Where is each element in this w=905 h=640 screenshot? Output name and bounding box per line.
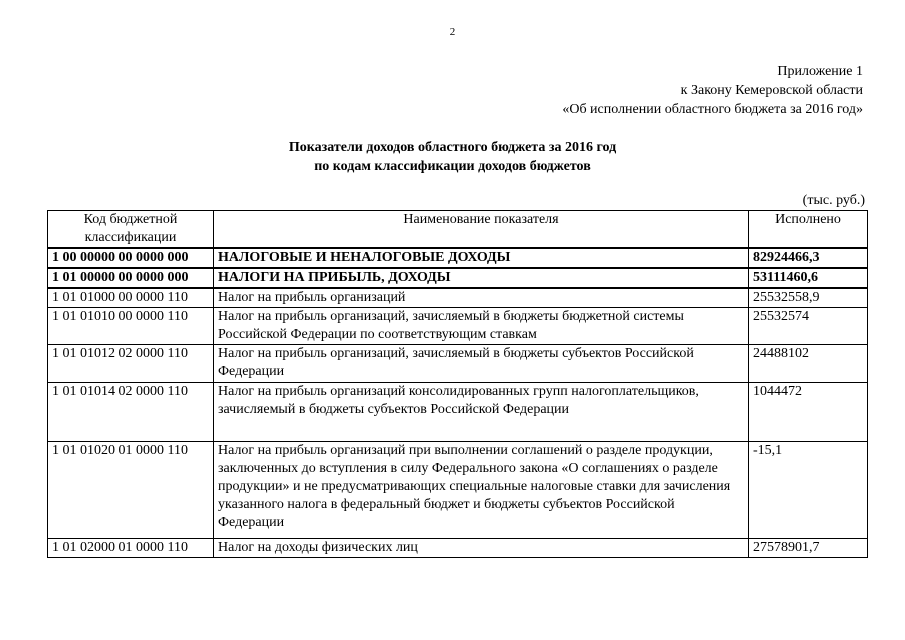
table-row xyxy=(48,539,868,558)
table-row xyxy=(48,383,868,442)
row-code: 1 01 01012 02 0000 110 xyxy=(48,345,214,383)
row-code: 1 01 01010 00 0000 110 xyxy=(48,308,214,345)
title-line-1: Показатели доходов областного бюджета за 2016 год xyxy=(288,140,617,155)
header-code: Код бюджетной классификации xyxy=(48,211,214,249)
page-number: 2 xyxy=(449,26,456,38)
appendix-line-3: «Об исполнении областного бюджета за 2016 год» xyxy=(562,102,863,117)
row-name: Налог на прибыль организаций при выполнении соглашений о разделе продукции, заключенных до вступления в силу Федерального закона «О соглашениях о разделе продукции» и не предусматривающих специальные налоговые ставки для зачисления указанного налога в федеральный бюджет и бюджеты субъектов Российской Федерации xyxy=(214,442,749,539)
row-name: Налог на прибыль организаций консолидированных групп налогоплательщиков, зачисляемый в бюджеты субъектов Российской Федерации xyxy=(214,383,749,442)
row-code: 1 01 01020 01 0000 110 xyxy=(48,442,214,539)
appendix-line-2: к Закону Кемеровской области xyxy=(680,83,863,98)
table-row xyxy=(48,248,868,268)
title-line-2: по кодам классификации доходов бюджетов xyxy=(314,159,591,174)
row-code: 1 01 00000 00 0000 000 xyxy=(48,268,214,288)
row-amount: 27578901,7 xyxy=(749,539,868,558)
row-code: 1 00 00000 00 0000 000 xyxy=(48,248,214,268)
row-name: Налог на прибыль организаций, зачисляемый в бюджеты субъектов Российской Федерации xyxy=(214,345,749,383)
table-row xyxy=(48,268,868,288)
document-title xyxy=(0,138,905,176)
row-name: НАЛОГИ НА ПРИБЫЛЬ, ДОХОДЫ xyxy=(214,268,749,288)
row-amount: 25532574 xyxy=(749,308,868,345)
row-code: 1 01 01014 02 0000 110 xyxy=(48,383,214,442)
row-amount: 82924466,3 xyxy=(749,248,868,268)
appendix-line-1: Приложение 1 xyxy=(777,64,863,79)
table-row xyxy=(48,442,868,539)
row-code: 1 01 02000 01 0000 110 xyxy=(48,539,214,558)
table-header-row xyxy=(48,211,868,249)
row-code: 1 01 01000 00 0000 110 xyxy=(48,288,214,308)
row-amount: 1044472 xyxy=(749,383,868,442)
row-name: НАЛОГОВЫЕ И НЕНАЛОГОВЫЕ ДОХОДЫ xyxy=(214,248,749,268)
row-name: Налог на прибыль организаций, зачисляемый в бюджеты бюджетной системы Российской Федерации по соответствующим ставкам xyxy=(214,308,749,345)
units-label: (тыс. руб.) xyxy=(802,193,865,208)
header-amount: Исполнено xyxy=(749,211,868,249)
row-name: Налог на доходы физических лиц xyxy=(214,539,749,558)
row-amount: 53111460,6 xyxy=(749,268,868,288)
budget-table xyxy=(47,210,868,558)
row-amount: -15,1 xyxy=(749,442,868,539)
header-name: Наименование показателя xyxy=(214,211,749,249)
table-row xyxy=(48,345,868,383)
row-amount: 25532558,9 xyxy=(749,288,868,308)
appendix-note xyxy=(562,62,863,119)
table-row xyxy=(48,308,868,345)
table-row xyxy=(48,288,868,308)
row-amount: 24488102 xyxy=(749,345,868,383)
row-name: Налог на прибыль организаций xyxy=(214,288,749,308)
